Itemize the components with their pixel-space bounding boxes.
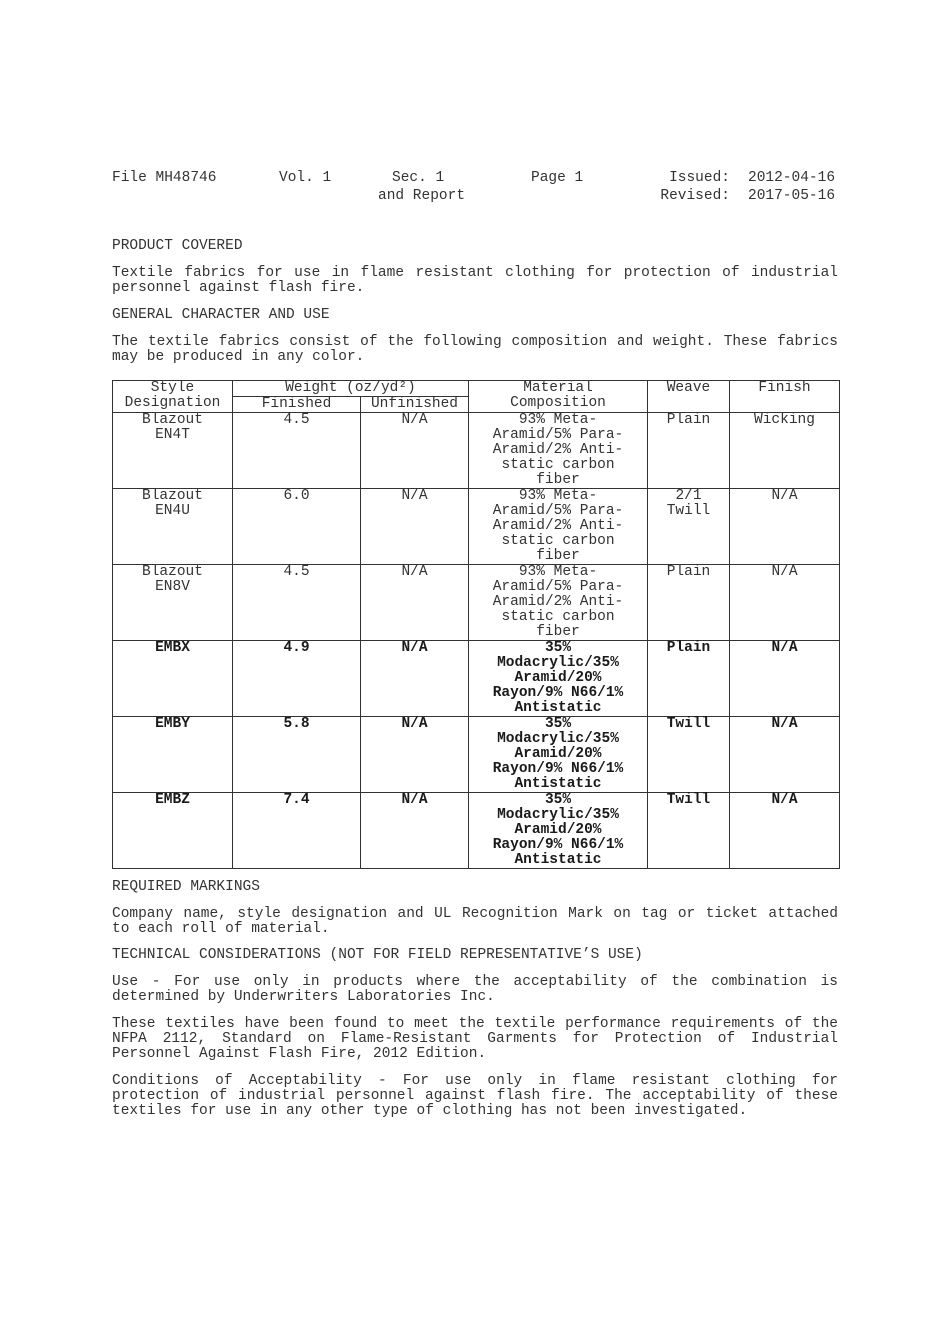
cell-unfinished: N/A xyxy=(361,641,469,717)
header-finished: Finished xyxy=(233,397,361,413)
revised-label: Revised: xyxy=(660,188,730,204)
header-weave: Weave xyxy=(648,381,730,413)
product-covered-text: Textile fabrics for use in flame resistant clothing for protection of industrial personnel against flash fire. xyxy=(112,265,838,296)
cell-finished: 4.5 xyxy=(233,413,361,489)
cell-style: EMBX xyxy=(113,641,233,717)
nfpa-text: These textiles have been found to meet the textile performance requirements of the NFPA 2112, Standard on Flame-Resistant Garments for Protection of Industrial Personnel Against Flash Fire, 2012 Edition. xyxy=(112,1016,838,1062)
header-weight: Weight (oz/yd²) xyxy=(233,381,469,397)
volume-number: Vol. 1 xyxy=(279,170,332,186)
general-text: The textile fabrics consist of the following composition and weight. These fabrics may be produced in any color. xyxy=(112,334,838,365)
cell-material: 35% Modacrylic/35% Aramid/20% Rayon/9% N66/1% Antistatic xyxy=(469,717,648,793)
issued-date: 2012-04-16 xyxy=(748,170,836,186)
table-row xyxy=(113,413,840,489)
revised-date: 2017-05-16 xyxy=(748,188,836,204)
cell-style: EMBZ xyxy=(113,793,233,869)
table-row xyxy=(113,565,840,641)
cell-style: Blazout EN8V xyxy=(113,565,233,641)
cell-material: 93% Meta- Aramid/5% Para- Aramid/2% Anti- static carbon fiber xyxy=(469,565,648,641)
cell-style: Blazout EN4U xyxy=(113,489,233,565)
cell-finished: 7.4 xyxy=(233,793,361,869)
cell-finished: 6.0 xyxy=(233,489,361,565)
cell-unfinished: N/A xyxy=(361,717,469,793)
cell-unfinished: N/A xyxy=(361,489,469,565)
use-text: Use - For use only in products where the acceptability of the combination is determined by Underwriters Laboratories Inc. xyxy=(112,974,838,1005)
technical-heading: TECHNICAL CONSIDERATIONS (NOT FOR FIELD REPRESENTATIVE’S USE) xyxy=(112,947,643,963)
product-covered-heading: PRODUCT COVERED xyxy=(112,238,243,254)
page-number: Page 1 xyxy=(531,170,584,186)
cell-finish: Wicking xyxy=(730,413,840,489)
section-subtitle: and Report xyxy=(378,188,466,204)
cell-weave: Plain xyxy=(648,413,730,489)
header-style-designation: Style Designation xyxy=(113,381,233,413)
cell-material: 93% Meta- Aramid/5% Para- Aramid/2% Anti- static carbon fiber xyxy=(469,489,648,565)
header-material-composition: Material Composition xyxy=(469,381,648,413)
table-row xyxy=(113,717,840,793)
cell-material: 35% Modacrylic/35% Aramid/20% Rayon/9% N66/1% Antistatic xyxy=(469,641,648,717)
cell-weave: 2/1 Twill xyxy=(648,489,730,565)
cell-finish: N/A xyxy=(730,641,840,717)
header-finish: Finish xyxy=(730,381,840,413)
fabric-spec-table xyxy=(112,380,840,869)
cell-finish: N/A xyxy=(730,717,840,793)
table-row xyxy=(113,793,840,869)
header-unfinished: Unfinished xyxy=(361,397,469,413)
section-number: Sec. 1 xyxy=(392,170,445,186)
cell-finished: 5.8 xyxy=(233,717,361,793)
cell-material: 93% Meta- Aramid/5% Para- Aramid/2% Anti- static carbon fiber xyxy=(469,413,648,489)
cell-unfinished: N/A xyxy=(361,413,469,489)
cell-weave: Twill xyxy=(648,793,730,869)
markings-text: Company name, style designation and UL Recognition Mark on tag or ticket attached to each roll of material. xyxy=(112,906,838,937)
cell-finish: N/A xyxy=(730,565,840,641)
cell-weave: Plain xyxy=(648,565,730,641)
cell-finished: 4.5 xyxy=(233,565,361,641)
cell-unfinished: N/A xyxy=(361,793,469,869)
cell-weave: Plain xyxy=(648,641,730,717)
cell-finish: N/A xyxy=(730,793,840,869)
table-row xyxy=(113,641,840,717)
table-header-row xyxy=(113,381,840,397)
general-heading: GENERAL CHARACTER AND USE xyxy=(112,307,330,323)
cell-finished: 4.9 xyxy=(233,641,361,717)
cell-weave: Twill xyxy=(648,717,730,793)
cell-material: 35% Modacrylic/35% Aramid/20% Rayon/9% N66/1% Antistatic xyxy=(469,793,648,869)
cell-style: EMBY xyxy=(113,717,233,793)
cell-unfinished: N/A xyxy=(361,565,469,641)
markings-heading: REQUIRED MARKINGS xyxy=(112,879,260,895)
issued-label: Issued: xyxy=(669,170,730,186)
file-number: File MH48746 xyxy=(112,170,217,186)
cell-finish: N/A xyxy=(730,489,840,565)
conditions-text: Conditions of Acceptability - For use only in flame resistant clothing for protection of industrial personnel against flash fire. The acceptability of these textiles for use in any other type of clothing has not been investigated. xyxy=(112,1073,838,1119)
table-row xyxy=(113,489,840,565)
cell-style: Blazout EN4T xyxy=(113,413,233,489)
